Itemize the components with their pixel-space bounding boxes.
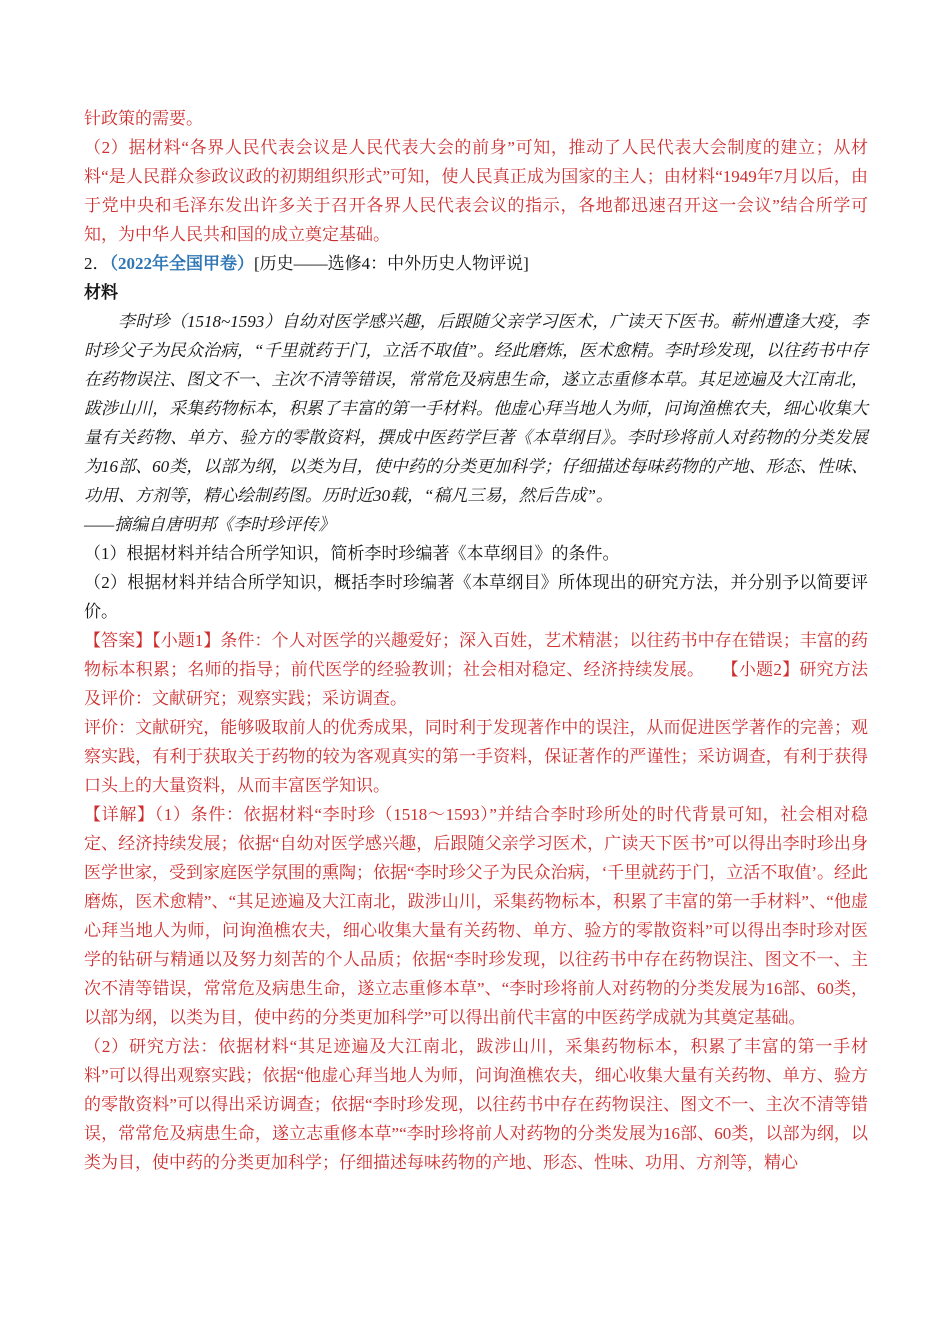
material-heading: 材料 (84, 283, 118, 302)
sub-question-1: （1）根据材料并结合所学知识，简析李时珍编著《本草纲目》的条件。 (84, 544, 620, 563)
material-attribution: ——摘编自唐明邦《李时珍评传》 (84, 515, 336, 534)
exam-source-label: （2022年全国甲卷） (109, 254, 254, 273)
explanation-paragraph-2: （2）研究方法：依据材料“其足迹遍及大江南北，跋涉山川，采集药物标本，积累了丰富的第一手材料”可以得出观察实践；依据“他虚心拜当地人为师，问询渔樵农夫，细心收集大量有关药物、单方、验方的零散资料”可以得出采访调查；依据“李时珍发现，以往药书中存在药物误注、图文不一、主次不清等错误，常常危及病患生命，遂立志重修本草”“李时珍将前人对药物的分类发展为16部、60类，以部为纲，以类为目，使中药的分类更加科学；仔细描述每味药物的产地、形态、性味、功用、方剂等，精心 (84, 1037, 868, 1172)
question-topic: [历史——选修4：中外历史人物评说] (254, 254, 529, 273)
explanation-paragraph-1: 【详解】（1）条件：依据材料“李时珍（1518～1593）”并结合李时珍所处的时代背景可知，社会相对稳定、经济持续发展；依据“自幼对医学感兴趣，后跟随父亲学习医术，广读天下医书”可以得出李时珍出身医学世家，受到家庭医学氛围的熏陶；依据“李时珍父子为民众治病，‘千里就药于门，立活不取值’。经此磨炼，医术愈精”、“其足迹遍及大江南北，跋涉山川，采集药物标本，积累了丰富的第一手材料”、“他虚心拜当地人为师，问询渔樵农夫，细心收集大量有关药物、单方、验方的零散资料”可以得出李时珍对医学的钻研与精通以及努力刻苦的个人品质；依据“李时珍发现，以往药书中存在药物误注、图文不一、主次不清等错误，常常危及病患生命，遂立志重修本草”、“李时珍将前人对药物的分类发展为16部、60类，以部为纲，以类为目，使中药的分类更加科学”可以得出前代丰富的中医药学成就为其奠定基础。 (84, 805, 868, 1027)
sub-question-2: （2）根据材料并结合所学知识，概括李时珍编著《本草纲目》所体现出的研究方法，并分别予以简要评价。 (84, 573, 868, 621)
question-number: 2． (84, 254, 110, 273)
answer-evaluation-paragraph: 评价：文献研究，能够吸取前人的优秀成果，同时利于发现著作中的误注，从而促进医学著作的完善；观察实践，有利于获取关于药物的较为客观真实的第一手资料，保证著作的严谨性；采访调查，有利于获得口头上的大量资料，从而丰富医学知识。 (84, 718, 868, 795)
question-2-heading (84, 249, 868, 278)
previous-answer-point2: （2）据材料“各界人民代表会议是人民代表大会的前身”可知，推动了人民代表大会制度的建立；从材料“是人民群众参政议政的初期组织形式”可知，使人民真正成为国家的主人；由材料“1949年7月以后，由于党中央和毛泽东发出许多关于召开各界人民代表会议的指示，各地都迅速召开这一会议”结合所学可知，为中华人民共和国的成立奠定基础。 (84, 138, 868, 244)
material-paragraph: 李时珍（1518~1593）自幼对医学感兴趣，后跟随父亲学习医术，广读天下医书。蕲州遭逢大疫，李时珍父子为民众治病，“千里就药于门，立活不取值”。经此磨炼，医术愈精。李时珍发现，以往药书中存在药物误注、图文不一、主次不清等错误，常常危及病患生命，遂立志重修本草。其足迹遍及大江南北，跋涉山川，采集药物标本，积累了丰富的第一手材料。他虚心拜当地人为师，问询渔樵农夫，细心收集大量有关药物、单方、验方的零散资料，撰成中医药学巨著《本草纲目》。李时珍将前人对药物的分类发展为16部、60类，以部为纲，以类为目，使中药的分类更加科学；仔细描述每味药物的产地、形态、性味、功用、方剂等，精心绘制药图。历时近30载，“稿凡三易，然后告成”。 (84, 312, 868, 505)
answer-paragraph: 【答案】【小题1】条件：个人对医学的兴趣爱好；深入百姓，艺术精湛；以往药书中存在错误；丰富的药物标本积累；名师的指导；前代医学的经验教训；社会相对稳定、经济持续发展。 【小题2】研究方法及评价：文献研究；观察实践；采访调查。 (84, 631, 868, 708)
document-content (84, 104, 868, 1177)
previous-answer-tail: 针政策的需要。 (84, 109, 203, 128)
